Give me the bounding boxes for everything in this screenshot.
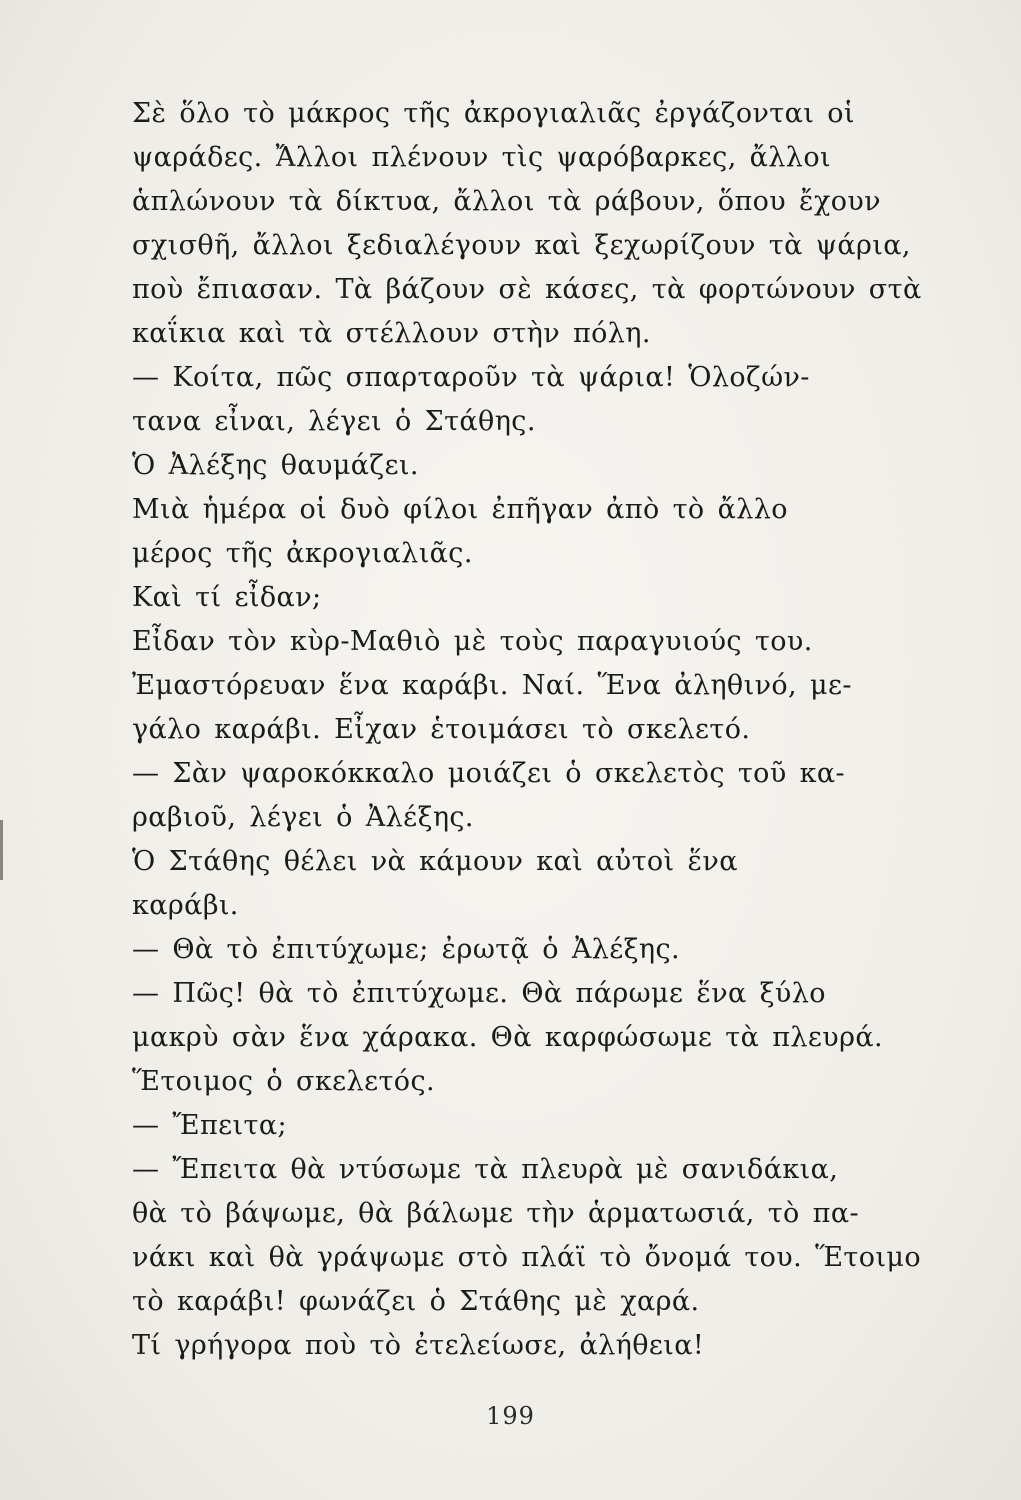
text-line: Ἕτοιμος ὁ σκελετός. [132,1066,435,1097]
text-line: Τί γρήγορα ποὺ τὸ ἐτελείωσε, ἀλήθεια! [132,1330,705,1361]
page-edge-mark [0,820,3,880]
text-line: — Ἔπειτα θὰ ντύσωμε τὰ πλευρὰ μὲ σανιδάκια, [132,1154,839,1185]
text-line: Σὲ ὅλο τὸ μάκρος τῆς ἀκρογιαλιᾶς ἐργάζονται οἱ [132,98,855,129]
text-line: μακρὺ σὰν ἕνα χάρακα. Θὰ καρφώσωμε τὰ πλευρά. [132,1022,883,1053]
text-line: θὰ τὸ βάψωμε, θὰ βάλωμε τὴν ἁρματωσιά, τὸ πα- [132,1198,859,1229]
text-line: Καὶ τί εἶδαν; [132,582,322,613]
text-line: Μιὰ ἡμέρα οἱ δυὸ φίλοι ἐπῆγαν ἀπὸ τὸ ἄλλο [132,494,788,525]
text-line: Εἶδαν τὸν κὺρ-Μαθιὸ μὲ τοὺς παραγυιούς του. [132,626,813,657]
text-line: — Σὰν ψαροκόκκαλο μοιάζει ὁ σκελετὸς τοῦ κα- [132,758,846,789]
text-line: τὸ καράβι! φωνάζει ὁ Στάθης μὲ χαρά. [132,1286,700,1317]
text-line: — Κοίτα, πῶς σπαρταροῦν τὰ ψάρια! Ὁλοζών- [132,362,810,393]
text-line: — Πῶς! θὰ τὸ ἐπιτύχωμε. Θὰ πάρωμε ἕνα ξύλο [132,978,826,1009]
text-line: τανα εἶναι, λέγει ὁ Στάθης. [132,406,536,437]
text-line: γάλο καράβι. Εἶχαν ἑτοιμάσει τὸ σκελετό. [132,714,751,745]
page-number: 199 [486,1402,535,1430]
text-line: νάκι καὶ θὰ γράψωμε στὸ πλάϊ τὸ ὄνομά του. Ἕτοιμο [132,1242,922,1273]
text-line: ποὺ ἔπιασαν. Τὰ βάζουν σὲ κάσες, τὰ φορτώνουν στὰ [132,274,922,305]
text-line: μέρος τῆς ἀκρογιαλιᾶς. [132,538,473,569]
text-line: Ἐμαστόρευαν ἕνα καράβι. Ναί. Ἕνα ἀληθινό, με- [132,670,852,701]
text-line: σχισθῆ, ἄλλοι ξεδιαλέγουν καὶ ξεχωρίζουν τὰ ψάρια, [132,230,911,261]
text-line: — Θὰ τὸ ἐπιτύχωμε; ἐρωτᾷ ὁ Ἀλέξης. [132,934,680,965]
text-line: Ὁ Στάθης θέλει νὰ κάμουν καὶ αὐτοὶ ἕνα [132,846,738,877]
text-line: καράβι. [132,890,239,921]
text-line: ἁπλώνουν τὰ δίκτυα, ἄλλοι τὰ ράβουν, ὅπου ἔχουν [132,186,881,217]
text-line: καΐκια καὶ τὰ στέλλουν στὴν πόλη. [132,318,651,349]
text-line: ψαράδες. Ἄλλοι πλένουν τὶς ψαρόβαρκες, ἄλλοι [132,142,831,173]
text-line: Ὁ Ἀλέξης θαυμάζει. [132,450,419,481]
text-line: — Ἔπειτα; [132,1110,287,1141]
text-line: ραβιοῦ, λέγει ὁ Ἀλέξης. [132,802,474,833]
